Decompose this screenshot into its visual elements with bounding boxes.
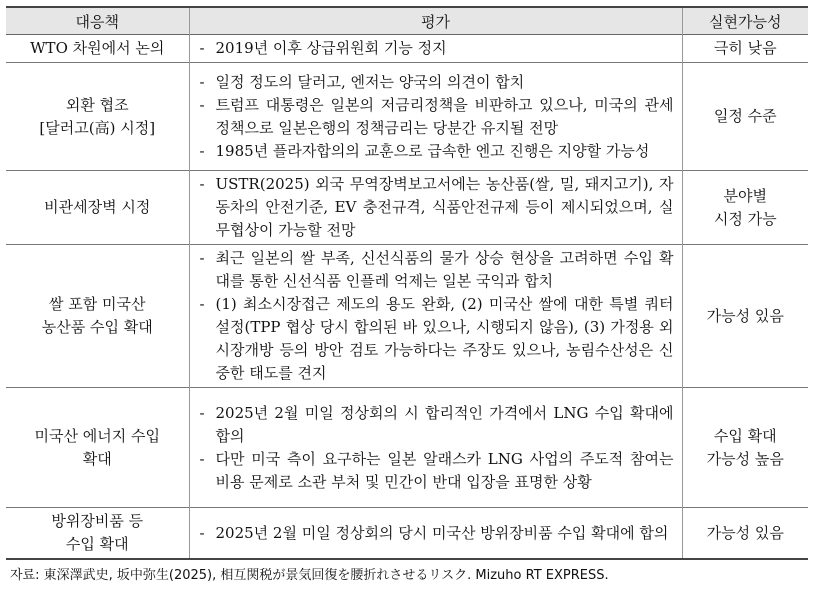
bullet-marker: -: [199, 95, 205, 114]
table-container: [6, 6, 808, 583]
evaluation-cell: [189, 171, 682, 245]
feasibility-text: 분야별: [723, 186, 767, 205]
evaluation-point: [200, 140, 674, 163]
table-row: [6, 388, 808, 508]
feasibility-cell: [682, 388, 808, 508]
countermeasure-table: [6, 6, 808, 560]
header-measure: 대응책: [6, 7, 189, 35]
table-row: [6, 245, 808, 388]
evaluation-text: 2025년 2월 미일 정상회의 당시 미국산 방위장비품 수입 확대에 합의: [215, 523, 669, 542]
feasibility-text: 극히 낮음: [713, 39, 777, 57]
evaluation-point: [200, 37, 674, 60]
bullet-marker: -: [199, 175, 205, 193]
measure-text: 방위장비품 등: [51, 512, 144, 530]
feasibility-text: 일정 수준: [713, 107, 777, 125]
evaluation-cell: [189, 245, 682, 388]
header-feasibility: 실현가능성: [682, 7, 808, 35]
feasibility-cell: [682, 171, 808, 245]
measure-cell: [6, 388, 189, 508]
evaluation-cell: [189, 35, 682, 63]
evaluation-point: [200, 94, 674, 140]
evaluation-point: [200, 247, 674, 293]
measure-cell: [6, 63, 189, 171]
evaluation-point: [200, 173, 674, 242]
measure-cell: [6, 245, 189, 388]
measure-text: [달러고(高) 시정]: [39, 118, 156, 137]
evaluation-point: [200, 71, 674, 94]
measure-cell: [6, 35, 189, 63]
feasibility-cell: [682, 245, 808, 388]
evaluation-text: USTR(2025) 외국 무역장벽보고서에는 농산품(쌀, 밀, 돼지고기), 자동차의 안전기준, EV 충전규격, 식품안전규제 등이 제시되었으며, 실무협상이 가능할 전망: [215, 175, 674, 239]
measure-text: 외환 협조: [65, 95, 129, 114]
measure-text: WTO 차원에서 논의: [30, 39, 165, 57]
bullet-marker: -: [199, 249, 205, 267]
measure-text: 농산품 수입 확대: [41, 318, 153, 336]
measure-text: 비관세장벽 시정: [44, 198, 151, 216]
measure-cell: [6, 171, 189, 245]
header-row: [6, 7, 808, 35]
feasibility-text: 가능성 있음: [706, 523, 784, 542]
evaluation-point: [200, 293, 674, 385]
feasibility-text: 시정 가능: [713, 209, 777, 228]
bullet-marker: -: [199, 39, 205, 57]
table-row: [6, 508, 808, 560]
feasibility-text: 가능성 있음: [706, 306, 784, 325]
evaluation-text: (1) 최소시장접근 제도의 용도 완화, (2) 미국산 쌀에 대한 특별 쿼터 설정(TPP 협상 당시 합의된 바 있으나, 시행되지 않음), (3) 가정용 외 시장개방 등의 방안 검토 가능하다는 주장도 있으나, 농림수산성은 신중한 태도를 견지: [215, 295, 674, 382]
evaluation-cell: [189, 388, 682, 508]
measure-text: 확대: [82, 449, 112, 468]
bullet-marker: -: [199, 523, 205, 542]
evaluation-text: 2025년 2월 미일 정상회의 시 합리적인 가격에서 LNG 수입 확대에 합의: [215, 403, 674, 445]
evaluation-cell: [189, 508, 682, 560]
evaluation-text: 1985년 플라자합의의 교훈으로 급속한 엔고 진행은 지양할 가능성: [215, 141, 650, 160]
measure-cell: [6, 508, 189, 560]
bullet-marker: -: [199, 449, 205, 468]
source-note: 자료: 東深澤武史, 坂中弥生(2025), 相互関税が景気回復を腰折れさせるリスク. Mizuho RT EXPRESS.: [10, 568, 609, 583]
feasibility-cell: [682, 35, 808, 63]
evaluation-text: 다만 미국 측이 요구하는 일본 알래스카 LNG 사업의 주도적 참여는 비용 문제로 소관 부처 및 민간이 반대 입장을 표명한 상황: [215, 449, 674, 491]
feasibility-cell: [682, 508, 808, 560]
bullet-marker: -: [199, 141, 205, 160]
evaluation-text: 2019년 이후 상급위원회 기능 정지: [215, 39, 447, 57]
evaluation-text: 트럼프 대통령은 일본의 저금리정책을 비판하고 있으나, 미국의 관세정책으로 일본은행의 정책금리는 당분간 유지될 전망: [215, 95, 674, 137]
evaluation-cell: [189, 63, 682, 171]
evaluation-point: [200, 402, 674, 448]
table-row: [6, 63, 808, 171]
header-evaluation: 평가: [189, 7, 682, 35]
table-header: [6, 7, 808, 35]
bullet-marker: -: [199, 403, 205, 422]
evaluation-text: 최근 일본의 쌀 부족, 신선식품의 물가 상승 현상을 고려하면 수입 확대를 통한 신선식품 인플레 억제는 일본 국익과 합치: [215, 249, 674, 290]
evaluation-point: [200, 448, 674, 494]
table-row: [6, 171, 808, 245]
table-body: [6, 35, 808, 560]
feasibility-cell: [682, 63, 808, 171]
evaluation-text: 일정 정도의 달러고, 엔저는 양국의 의견이 합치: [215, 72, 525, 91]
table-row: [6, 35, 808, 63]
measure-text: 미국산 에너지 수입: [34, 426, 160, 445]
evaluation-point: [200, 522, 674, 545]
bullet-marker: -: [199, 72, 205, 91]
measure-text: 쌀 포함 미국산: [49, 295, 146, 313]
measure-text: 수입 확대: [65, 535, 129, 553]
feasibility-text: 가능성 높음: [706, 449, 784, 468]
bullet-marker: -: [199, 295, 205, 313]
feasibility-text: 수입 확대: [713, 426, 777, 445]
